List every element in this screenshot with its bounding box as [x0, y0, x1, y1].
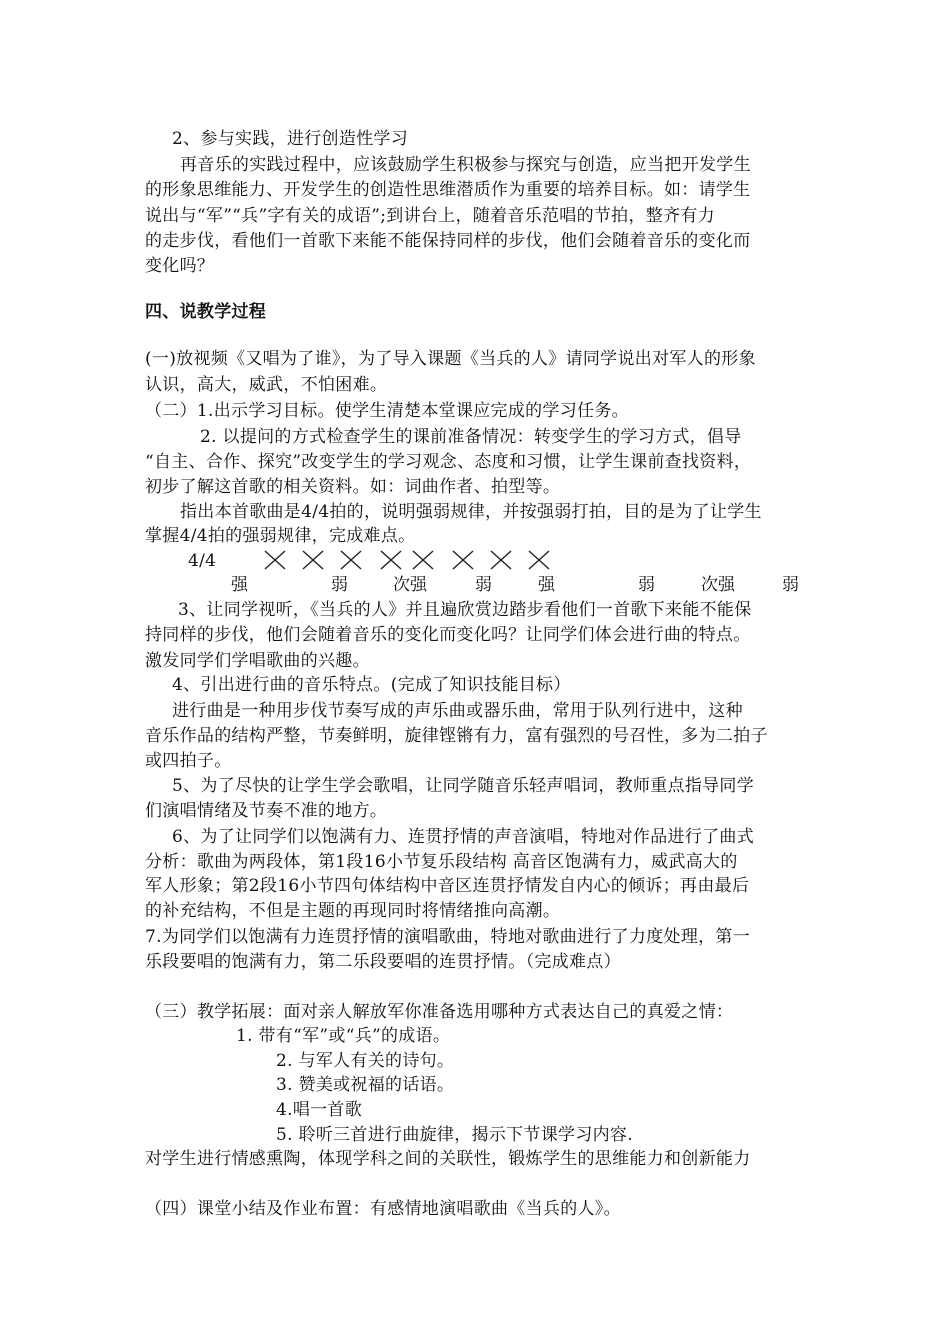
beat-label-weak: 弱	[475, 575, 492, 595]
time-signature: 4/4	[188, 551, 217, 571]
practice-paragraph-line: 说出与“军”“兵”字有关的成语”;到讲台上，随着音乐范唱的节拍，整齐有力	[145, 206, 715, 226]
part3-intro: （三）教学拓展：面对亲人解放军你准备选用哪种方式表达自己的真爱之情：	[145, 1002, 734, 1022]
rhythm-x-mark	[410, 548, 436, 572]
practice-heading: 2、参与实践，进行创造性学习	[172, 129, 409, 149]
beat-label-medium: 次强	[393, 575, 427, 595]
part2-item6-line: 军人形象；第2段16小节四句体结构中音区连贯抒情发自内心的倾诉；再由最后	[145, 876, 750, 896]
part3-summary: 对学生进行情感熏陶，体现学科之间的关联性，锻炼学生的思维能力和创新能力	[145, 1149, 751, 1169]
expansion-item: 4.唱一首歌	[276, 1100, 363, 1120]
beat-explanation-line: 掌握4/4拍的强弱规律，完成难点。	[145, 526, 416, 546]
part2-item2-line: 初步了解这首歌的相关资料。如：词曲作者、拍型等。	[145, 477, 561, 497]
expansion-item: 5. 聆听三首进行曲旋律，揭示下节课学习内容.	[276, 1125, 633, 1145]
part2-item2-line: 2. 以提问的方式检查学生的课前准备情况：转变学生的学习方式，倡导	[200, 427, 742, 447]
part2-item3-line: 持同样的步伐，他们会随着音乐的变化而变化吗？让同学们体会进行曲的特点。	[145, 625, 751, 645]
rhythm-x-mark	[262, 548, 288, 572]
part2-item3-line: 3、让同学视听，《当兵的人》并且遍欣赏边踏步看他们一首歌下来能不能保	[178, 600, 752, 620]
rhythm-x-mark	[488, 548, 514, 572]
rhythm-x-mark	[526, 548, 552, 572]
part2-item5-line: 们演唱情绪及节奏不准的地方。	[145, 801, 388, 821]
beat-label-strong: 强	[231, 575, 248, 595]
beat-label-weak: 弱	[638, 575, 655, 595]
rhythm-x-mark	[300, 548, 326, 572]
expansion-item: 3. 赞美或祝福的话语。	[276, 1075, 455, 1095]
rhythm-x-mark	[338, 548, 364, 572]
part1-line: (一)放视频《又唱为了谁》，为了导入课题《当兵的人》请同学说出对军人的形象	[145, 349, 756, 369]
beat-explanation-line: 指出本首歌曲是4/4拍的，说明强弱规律，并按强弱打拍，目的是为了让学生	[180, 502, 762, 522]
beat-label-weak: 弱	[331, 575, 348, 595]
march-description-line: 音乐作品的结构严整，节奏鲜明，旋律铿锵有力，富有强烈的号召性，多为二拍子	[145, 726, 768, 746]
part1-line: 认识，高大，威武，不怕困难。	[145, 375, 388, 395]
beat-label-weak: 弱	[782, 575, 799, 595]
expansion-item: 1. 带有“军”或“兵”的成语。	[236, 1026, 451, 1046]
practice-paragraph-line: 的走步伐，看他们一首歌下来能不能保持同样的步伐，他们会随着音乐的变化而	[145, 231, 751, 251]
beat-label-medium: 次强	[701, 575, 735, 595]
part2-item6-line: 6、为了让同学们以饱满有力、连贯抒情的声音演唱，特地对作品进行了曲式	[172, 827, 755, 847]
practice-paragraph-line: 再音乐的实践过程中，应该鼓励学生积极参与探究与创造，应当把开发学生	[180, 155, 751, 175]
march-description-line: 或四拍子。	[145, 751, 232, 771]
part2-item6-line: 的补充结构，不但是主题的再现同时将情绪推向高潮。	[145, 901, 561, 921]
part2-item7-line: 乐段要唱的饱满有力，第二乐段要唱的连贯抒情。（完成难点）	[145, 952, 621, 972]
practice-paragraph-line: 的形象思维能力、开发学生的创造性思维潜质作为重要的培养目标。如：请学生	[145, 180, 751, 200]
part2-item3-line: 激发同学们学唱歌曲的兴趣。	[145, 651, 370, 671]
part2-item6-line: 分析：歌曲为两段体，第1段16小节复乐段结构 高音区饱满有力，威武高大的	[145, 852, 738, 872]
part2-item5-line: 5、为了尽快的让学生学会歌唱，让同学随音乐轻声唱词，教师重点指导同学	[172, 776, 755, 796]
rhythm-x-mark	[450, 548, 476, 572]
section-title: 四、说教学过程	[145, 302, 267, 322]
march-description-line: 进行曲是一种用步伐节奏写成的声乐曲或器乐曲，常用于队列行进中，这种	[172, 701, 743, 721]
part4-line: （四）课堂小结及作业布置：有感情地演唱歌曲《当兵的人》。	[145, 1199, 621, 1219]
part2-item2-line: “自主、合作、探究”改变学生的学习观念、态度和习惯，让学生课前查找资料，	[145, 452, 752, 472]
part2-item7-line: 7.为同学们以饱满有力连贯抒情的演唱歌曲，特地对歌曲进行了力度处理，第一	[145, 927, 751, 947]
beat-label-strong: 强	[538, 575, 555, 595]
expansion-item: 2. 与军人有关的诗句。	[276, 1051, 455, 1071]
part2-goal-line: （二）1.出示学习目标。使学生清楚本堂课应完成的学习任务。	[145, 401, 629, 421]
part2-item4: 4、引出进行曲的音乐特点。(完成了知识技能目标）	[172, 675, 571, 695]
practice-paragraph-line: 变化吗？	[145, 256, 215, 276]
rhythm-x-mark	[378, 548, 404, 572]
